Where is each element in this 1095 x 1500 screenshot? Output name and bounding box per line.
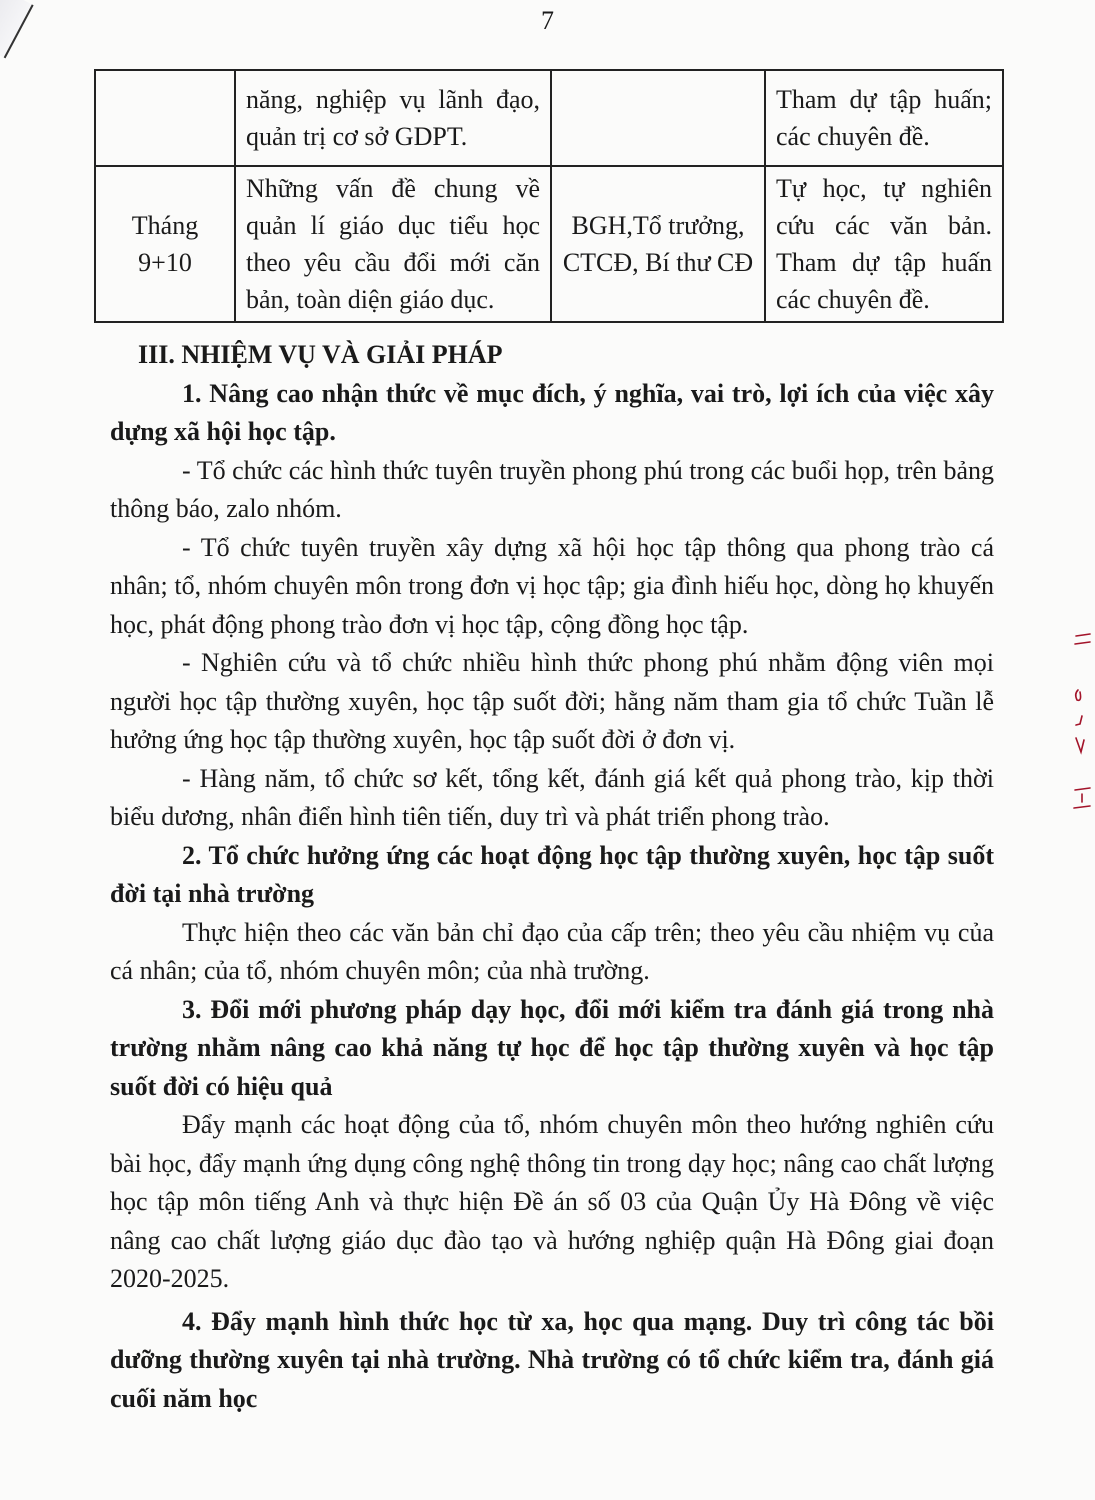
content-cell: năng, nghiệp vụ lãnh đạo, quản trị cơ sở GDPT. bbox=[235, 70, 551, 166]
time-cell bbox=[95, 70, 235, 166]
method-cell: Tham dự tập huấn; các chuyên đề. bbox=[765, 70, 1003, 166]
table-row bbox=[95, 166, 1003, 322]
paragraph: - Tổ chức các hình thức tuyên truyền phong phú trong các buổi họp, trên bảng thông báo, zalo nhóm. bbox=[110, 455, 994, 523]
method-cell: Tự học, tự nghiên cứu các văn bản. Tham dự tập huấn các chuyên đề. bbox=[765, 166, 1003, 322]
document-body bbox=[110, 336, 994, 1418]
responsible-cell bbox=[551, 70, 765, 166]
paragraph: - Nghiên cứu và tổ chức nhiều hình thức phong phú nhằm động viên mọi người học tập thường xuyên, học tập suốt đời; hằng năm tham gia tổ chức Tuần lễ hưởng ứng học tập thường xuyên, học tập suốt đời ở đơn vị. bbox=[110, 648, 994, 754]
subsection-heading-3: 3. Đổi mới phương pháp dạy học, đổi mới kiểm tra đánh giá trong nhà trường nhằm nâng cao khả năng tự học để học tập thường xuyên và học tập suốt đời có hiệu quả bbox=[110, 994, 994, 1101]
subsection-heading-4: 4. Đẩy mạnh hình thức học từ xa, học qua mạng. Duy trì công tác bồi dưỡng thường xuyên tại nhà trường. Nhà trường có tổ chức kiểm tra, đánh giá cuối năm học bbox=[110, 1306, 994, 1413]
paragraph: Đẩy mạnh các hoạt động của tổ, nhóm chuyên môn theo hướng nghiên cứu bài học, đẩy mạnh ứng dụng công nghệ thông tin trong dạy học; nâng cao chất lượng học tập môn tiếng Anh và thực hiện Đề án số 03 của Quận Ủy Hà Đông về việc nâng cao chất lượng giáo dục đào tạo và hướng nghiệp quận Hà Đông giai đoạn 2020-2025. bbox=[110, 1110, 994, 1293]
paragraph: - Tổ chức tuyên truyền xây dựng xã hội học tập thông qua phong trào cá nhân; tổ, nhóm chuyên môn trong đơn vị học tập; gia đình hiếu học, dòng họ khuyến học, phát động phong trào đơn vị học tập, cộng đồng học tập. bbox=[110, 532, 994, 639]
responsible-cell: BGH,Tổ trưởng, CTCĐ, Bí thư CĐ bbox=[551, 166, 765, 322]
plan-table bbox=[94, 69, 1004, 323]
section-heading: III. NHIỆM VỤ VÀ GIẢI PHÁP bbox=[138, 340, 503, 369]
paragraph: Thực hiện theo các văn bản chỉ đạo của cấp trên; theo yêu cầu nhiệm vụ của cá nhân; của tổ, nhóm chuyên môn; của nhà trường. bbox=[110, 917, 994, 985]
subsection-heading-2: 2. Tổ chức hưởng ứng các hoạt động học tập thường xuyên, học tập suốt đời tại nhà trường bbox=[110, 840, 994, 908]
paragraph: - Hàng năm, tổ chức sơ kết, tổng kết, đánh giá kết quả phong trào, kịp thời biểu dương, nhân điển hình tiên tiến, duy trì và phát triển phong trào. bbox=[110, 763, 994, 831]
table-row bbox=[95, 70, 1003, 166]
content-cell: Những vấn đề chung về quản lí giáo dục tiểu học theo yêu cầu đổi mới căn bản, toàn diện giáo dục. bbox=[235, 166, 551, 322]
page-number: 7 bbox=[541, 6, 554, 35]
handwritten-margin-marks bbox=[1072, 630, 1092, 820]
subsection-heading-1: 1. Nâng cao nhận thức về mục đích, ý nghĩa, vai trò, lợi ích của việc xây dựng xã hội học tập. bbox=[110, 378, 994, 446]
time-cell bbox=[95, 166, 235, 322]
time-text: Tháng 9+10 bbox=[131, 211, 199, 277]
